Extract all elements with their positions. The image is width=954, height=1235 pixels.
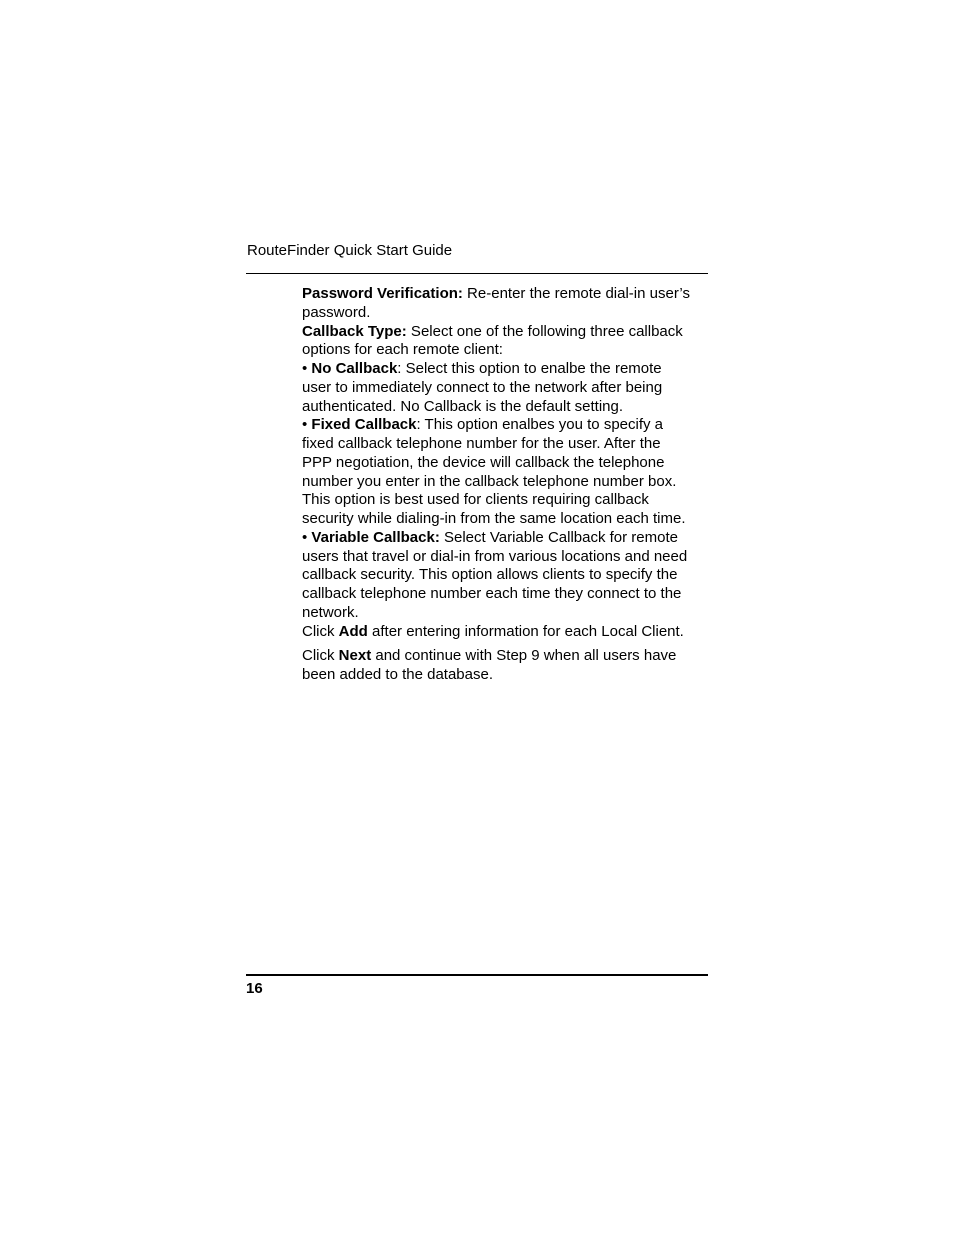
running-header: RouteFinder Quick Start Guide bbox=[247, 242, 453, 259]
variable-callback-label: Variable Callback: bbox=[311, 528, 440, 546]
fixed-callback-line-6: security while dialing-in from the same location each time. bbox=[302, 510, 686, 527]
footer-divider bbox=[246, 974, 708, 976]
add-label: Add bbox=[338, 622, 368, 640]
callback-type-line-1: Callback Type: Select one of the following three callback bbox=[302, 322, 683, 340]
page-number: 16 bbox=[246, 980, 263, 997]
variable-callback-line-5: network. bbox=[302, 603, 359, 621]
no-callback-line-1: • No Callback: Select this option to enalbe the remote bbox=[302, 360, 662, 377]
callback-type-label: Callback Type: bbox=[302, 322, 407, 340]
fixed-callback-line-2: fixed callback telephone number for the user. After the bbox=[302, 435, 661, 452]
variable-callback-line-1: • Variable Callback: Select Variable Callback for remote bbox=[302, 528, 678, 546]
variable-callback-line-4: callback telephone number each time they connect to the bbox=[302, 585, 682, 602]
header-divider bbox=[246, 273, 708, 274]
click-next-line-2: been added to the database. bbox=[302, 666, 494, 683]
page-body bbox=[302, 285, 712, 685]
fixed-callback-line-5: This option is best used for clients requiring callback bbox=[302, 491, 649, 509]
no-callback-line-2: user to immediately connect to the network after being bbox=[302, 378, 663, 396]
variable-callback-line-2: users that travel or dial-in from various locations and need bbox=[302, 547, 688, 565]
callback-type-line-2: options for each remote client: bbox=[302, 341, 503, 359]
fixed-callback-line-1: • Fixed Callback: This option enalbes you to specify a bbox=[302, 416, 664, 434]
click-add-line: Click Add after entering information for each Local Client. bbox=[302, 622, 684, 640]
bullet: • bbox=[302, 360, 312, 377]
fixed-callback-label: Fixed Callback bbox=[311, 416, 417, 434]
password-verification-label: Password Verification: bbox=[302, 285, 463, 302]
click-next-line-1: Click Next and continue with Step 9 when all users have bbox=[302, 647, 677, 665]
bullet: • bbox=[302, 416, 312, 434]
variable-callback-line-3: callback security. This option allows clients to specify the bbox=[302, 566, 678, 584]
no-callback-line-3: authenticated. No Callback is the default setting. bbox=[302, 397, 624, 415]
no-callback-label: No Callback bbox=[311, 360, 398, 377]
password-verification-line-2: password. bbox=[302, 303, 371, 321]
next-label: Next bbox=[338, 647, 372, 665]
bullet: • bbox=[302, 528, 312, 546]
password-verification-line-1: Password Verification: Re-enter the remote dial-in user’s bbox=[302, 285, 690, 302]
fixed-callback-line-3: PPP negotiation, the device will callback the telephone bbox=[302, 453, 665, 471]
fixed-callback-line-4: number you enter in the callback telephone number box. bbox=[302, 472, 677, 490]
